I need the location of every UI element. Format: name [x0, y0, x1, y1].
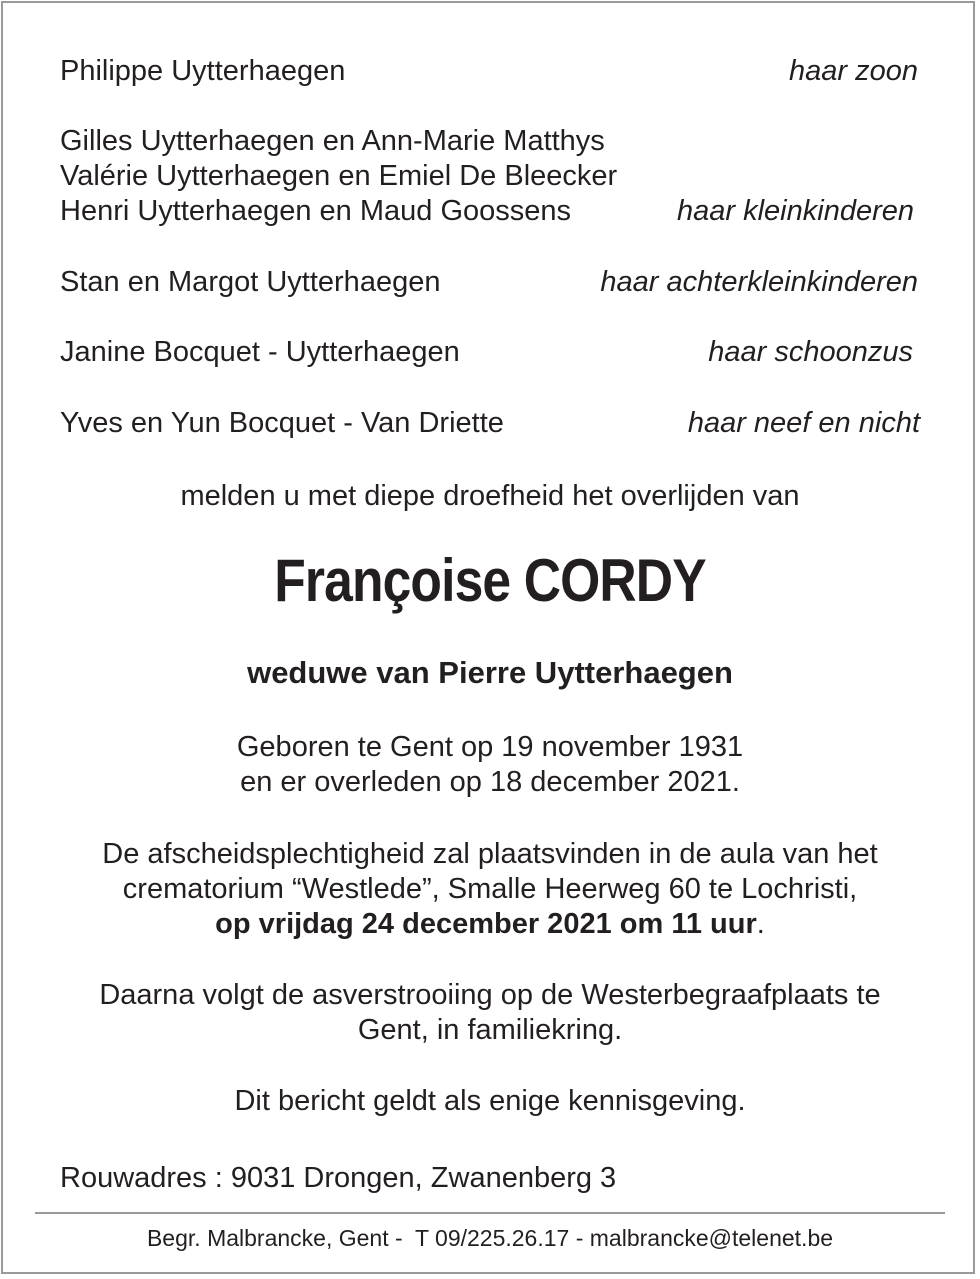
- son-relation: haar zoon: [789, 55, 918, 87]
- ceremony-line-2: crematorium “Westlede”, Smalle Heerweg 60 te Lochristi,: [122, 873, 858, 905]
- footer-divider: [35, 1212, 945, 1214]
- deceased-name: Françoise CORDY: [274, 547, 706, 614]
- widow-of-line: weduwe van Pierre Uytterhaegen: [247, 655, 733, 690]
- great-grandchildren-name: Stan en Margot Uytterhaegen: [60, 266, 441, 298]
- family-row-grandchildren: [60, 194, 914, 229]
- family-row-son: [60, 54, 918, 89]
- announcement-text: melden u met diepe droefheid het overlijden van: [180, 480, 800, 512]
- ceremony-punct: .: [756, 908, 765, 940]
- notice-text: Dit bericht geldt als enige kennisgeving.: [234, 1085, 746, 1117]
- nephew-niece-relation: haar neef en nicht: [687, 407, 920, 439]
- nephew-niece-name: Yves en Yun Bocquet - Van Driette: [60, 407, 504, 439]
- ceremony-when: op vrijdag 24 december 2021 om 11 uur: [215, 908, 757, 940]
- son-name: Philippe Uytterhaegen: [60, 55, 346, 87]
- grandchild-line: Valérie Uytterhaegen en Emiel De Bleecker: [60, 160, 618, 192]
- death-line: en er overleden op 18 december 2021.: [240, 766, 740, 798]
- grandchild-line: Gilles Uytterhaegen en Ann-Marie Matthys: [60, 125, 605, 157]
- family-row-nephew-niece: [60, 406, 920, 441]
- sister-in-law-name: Janine Bocquet - Uytterhaegen: [60, 336, 460, 368]
- grandchildren-relation: haar kleinkinderen: [677, 195, 914, 227]
- afterwards-line-2: Gent, in familiekring.: [357, 1014, 623, 1046]
- grandchildren-names: [60, 124, 617, 194]
- great-grandchildren-relation: haar achterkleinkinderen: [600, 266, 918, 298]
- mourning-address: Rouwadres : 9031 Drongen, Zwanenberg 3: [60, 1162, 617, 1194]
- funeral-home-footer: Begr. Malbrancke, Gent - T 09/225.26.17 - malbrancke@telenet.be: [146, 1225, 834, 1251]
- ceremony-line-1: De afscheidsplechtigheid zal plaatsvinden in de aula van het: [102, 838, 878, 870]
- birth-line: Geboren te Gent op 19 november 1931: [236, 731, 744, 763]
- family-row-sister-in-law: [60, 335, 913, 370]
- afterwards-line-1: Daarna volgt de asverstrooiing op de Westerbegraafplaats te: [99, 979, 881, 1011]
- ceremony-datetime: [0, 907, 980, 942]
- sister-in-law-relation: haar schoonzus: [708, 336, 913, 368]
- family-row-great-grandchildren: [60, 265, 918, 300]
- grandchild-line: Henri Uytterhaegen en Maud Goossens: [60, 195, 572, 227]
